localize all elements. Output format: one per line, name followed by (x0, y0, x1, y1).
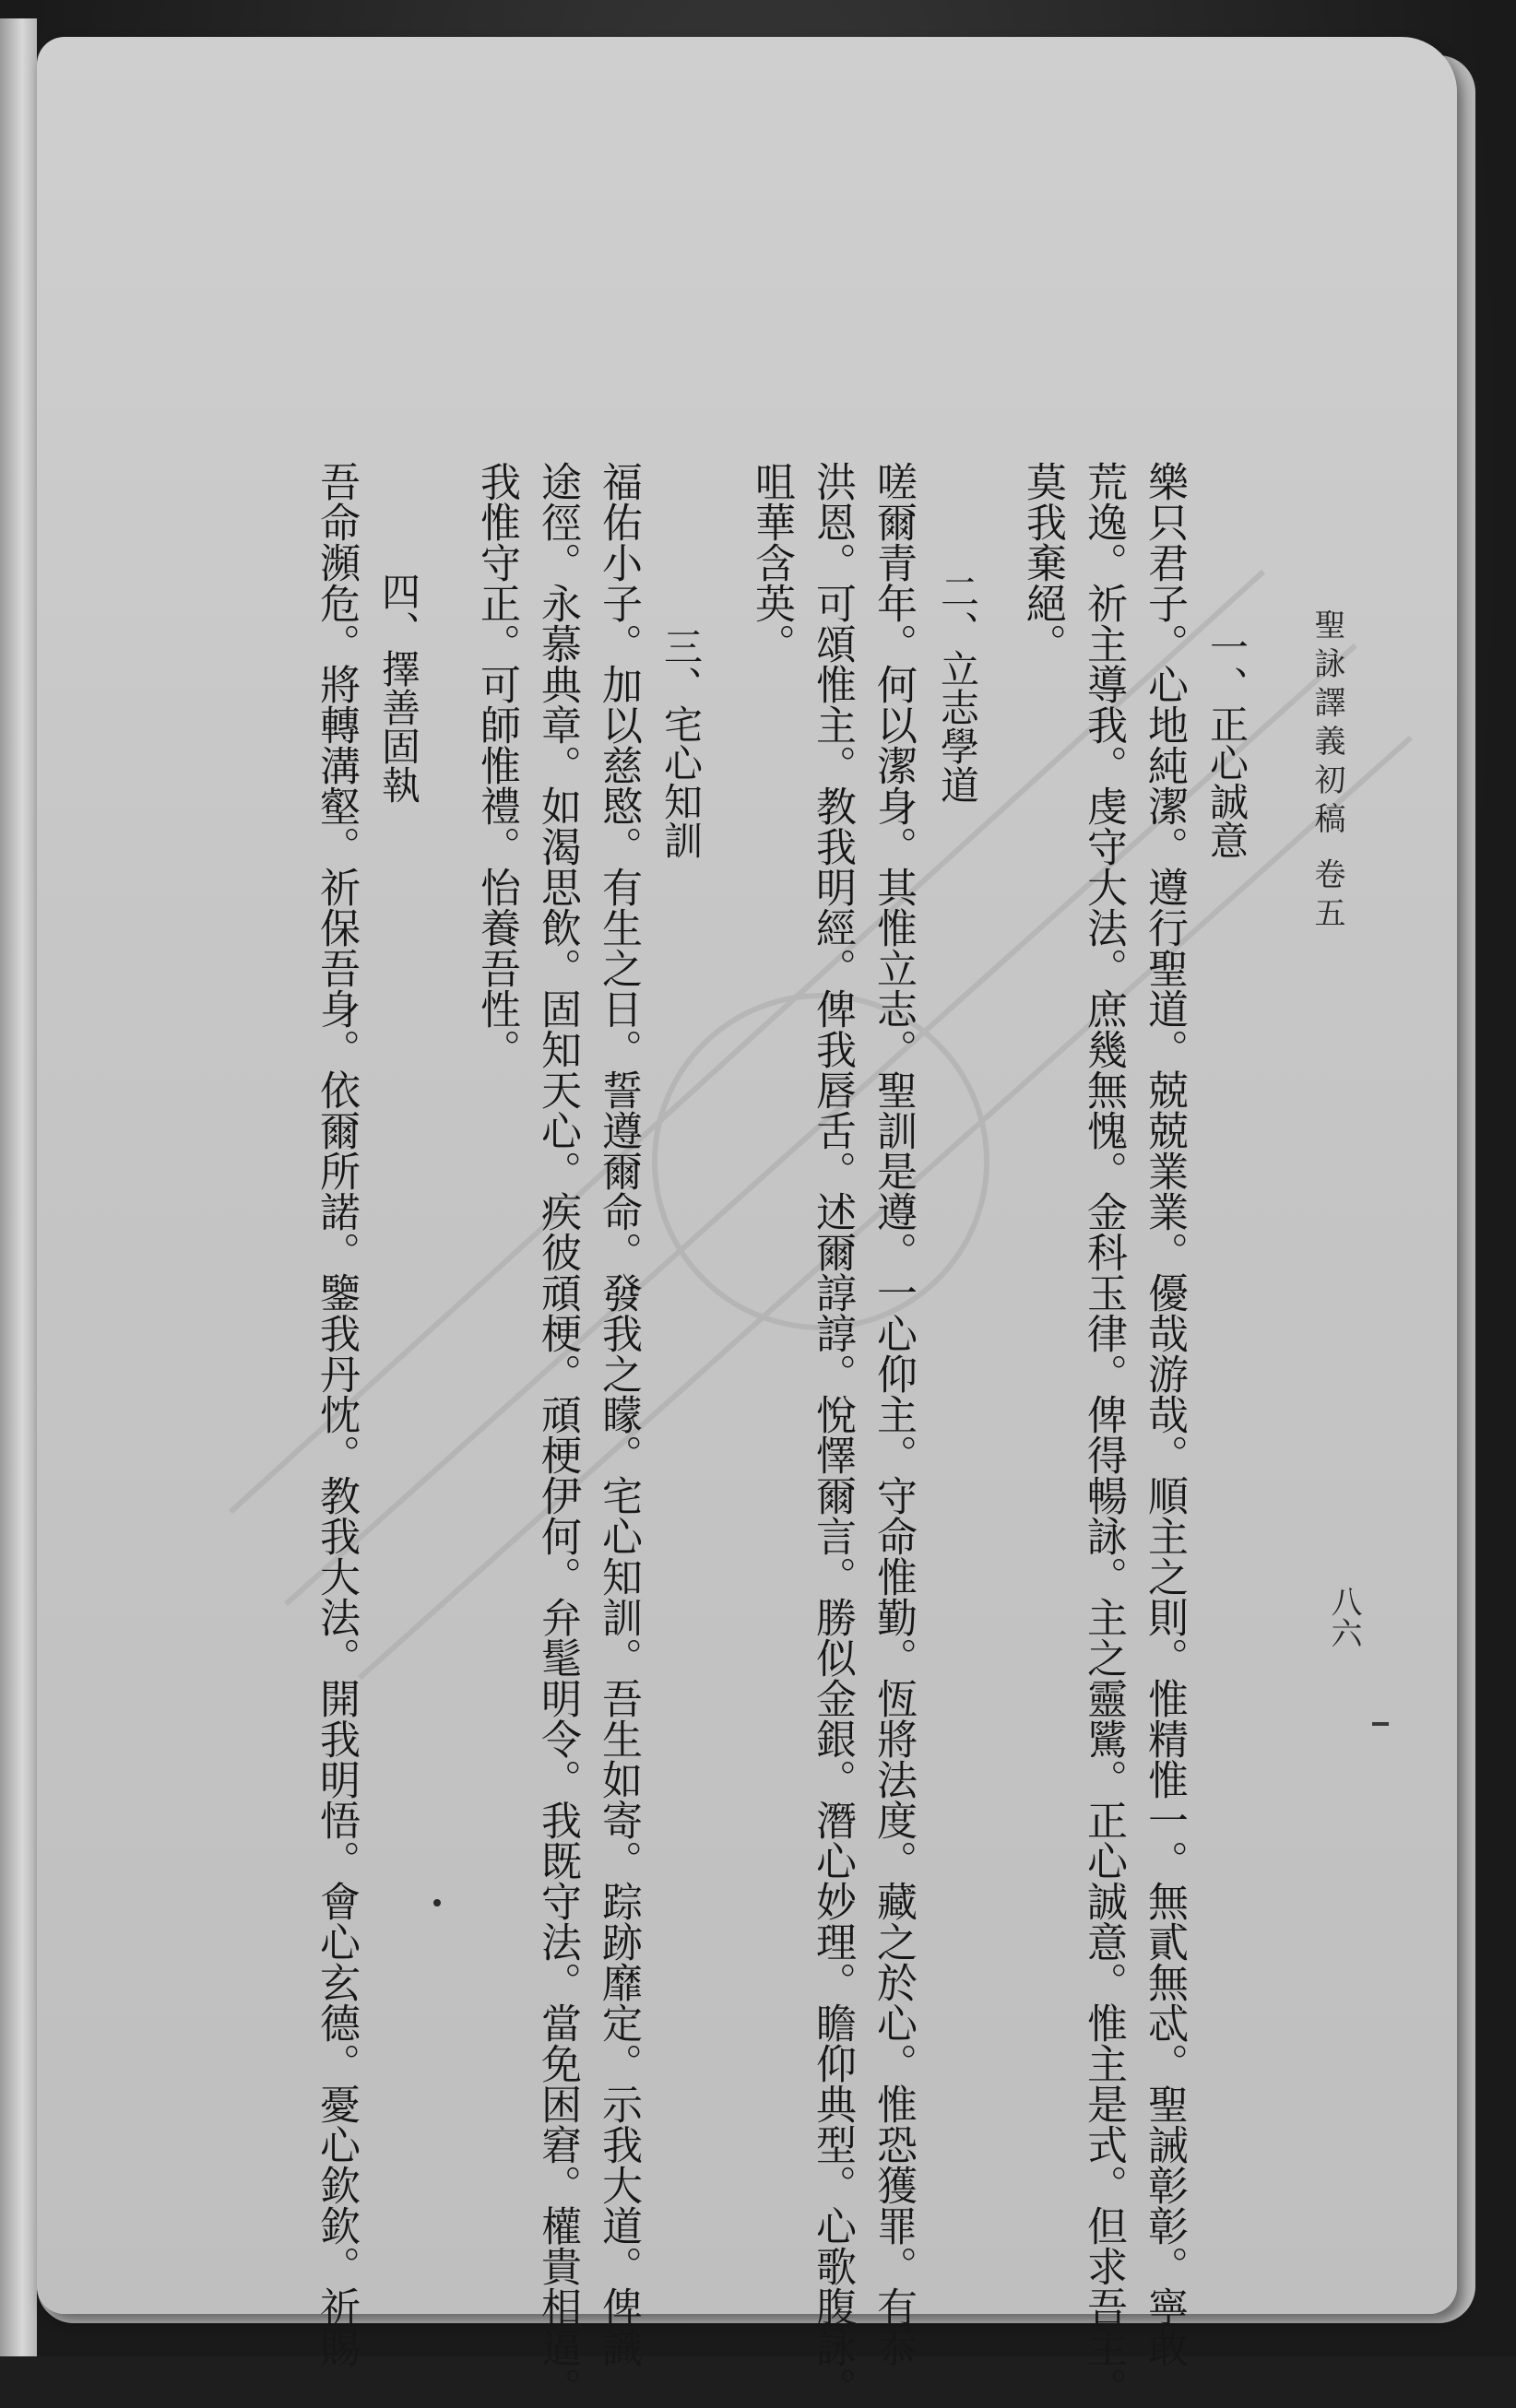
section-heading: 三、宅心知訓 (658, 627, 704, 859)
text-column: 莫我棄絕。 (1019, 461, 1066, 664)
running-head: 聖詠譯義初稿 卷五 (1309, 608, 1345, 936)
section-heading: 一、正心誠意 (1204, 627, 1250, 859)
section-heading: 二、立志學道 (935, 572, 980, 804)
text-column: 福佑小子。加以慈愍。有生之日。誓遵爾命。發我之矇。宅心知訓。吾生如寄。踪跡靡定。示我大道。俾識 (595, 461, 642, 2367)
text-column: 吾命瀕危。將轉溝壑。祈保吾身。依爾所諾。鑒我丹忱。教我大法。開我明悟。會心玄德。憂心欽欽。祈賜 (313, 461, 360, 2367)
ink-speck (433, 1899, 441, 1906)
text-column: 咀華含英。 (748, 461, 795, 664)
text-column: 我惟守正。可師惟禮。怡養吾性。 (473, 461, 520, 1069)
text-column: 荒逸。祈主導我。虔守大法。庶幾無愧。金科玉律。俾得暢詠。主之靈騭。正心誠意。惟主是式。但求吾主。 (1080, 461, 1127, 2408)
section-heading: 四、擇善固執 (376, 572, 421, 804)
page-number: 八六 (1325, 1586, 1362, 1648)
text-column: 洪恩。可頌惟主。教我明經。俾我唇舌。述爾諄諄。悅懌爾言。勝似金銀。潛心妙理。瞻仰典型。心歌腹詠。 (809, 461, 856, 2408)
facing-page-edge (0, 18, 37, 2356)
text-column: 嗟爾青年。何以潔身。其惟立志。聖訓是遵。一心仰主。守命惟勤。恆將法度。藏之於心。惟恐獲罪。有忝 (870, 461, 917, 2367)
margin-mark (1372, 1722, 1389, 1726)
text-column: 樂只君子。心地純潔。遵行聖道。兢兢業業。優哉游哉。順主之則。惟精惟一。無貳無忒。聖誡彰彰。寧敢 (1141, 461, 1188, 2367)
text-column: 途徑。永慕典章。如渴思飲。固知天心。疾彼頑梗。頑梗伊何。弁髦明令。我既守法。當免困窘。權貴相逼。 (534, 461, 581, 2408)
book-page (37, 37, 1457, 2408)
